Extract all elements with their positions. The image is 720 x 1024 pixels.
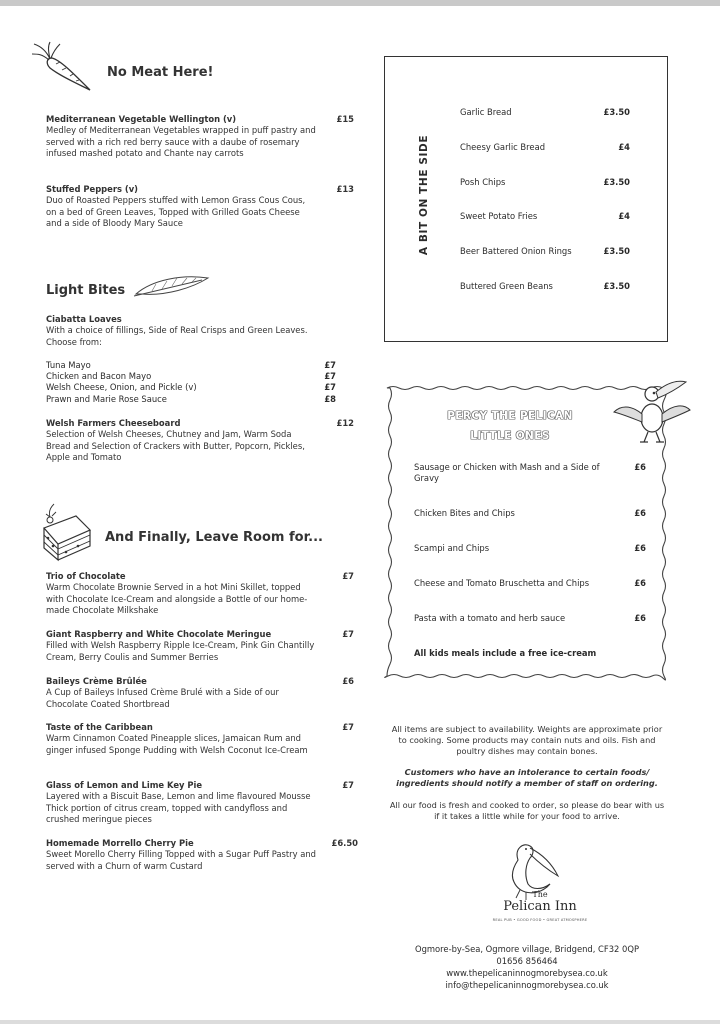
- kids-item-price: £6: [634, 462, 646, 472]
- light-bites-title: Light Bites: [46, 283, 126, 298]
- cake-icon: [36, 502, 96, 562]
- filling-price: £7: [324, 382, 336, 393]
- item-name: Giant Raspberry and White Chocolate Meringue: [46, 629, 272, 639]
- filling-price: £7: [324, 371, 336, 382]
- filling-price: £8: [324, 393, 336, 404]
- list-item: [460, 281, 630, 291]
- desserts-title: And Finally, Leave Room for...: [105, 530, 323, 545]
- side-price: £4: [618, 211, 630, 221]
- ciabatta-fillings: [46, 360, 336, 405]
- list-item: [414, 508, 646, 519]
- sides-title: [412, 130, 436, 260]
- side-name: Buttered Green Beans: [460, 281, 553, 291]
- contact-address: Ogmore-by-Sea, Ogmore village, Bridgend, CF32 0QP: [414, 944, 640, 954]
- contact-web[interactable]: www.thepelicaninnogmorebysea.co.uk: [446, 968, 608, 978]
- item-desc: Medley of Mediterranean Vegetables wrapped in puff pastry and served with a rich red berry sauce with a daube of rosemary infused mashed potato and Chante nay carrots: [46, 125, 316, 159]
- side-price: £3.50: [603, 281, 630, 291]
- contact-phone: 01656 856464: [496, 956, 558, 966]
- item-name: Mediterranean Vegetable Wellington (v): [46, 114, 237, 124]
- list-item: [460, 107, 630, 117]
- menu-item: [46, 676, 354, 710]
- side-name: Cheesy Garlic Bread: [460, 142, 546, 152]
- kids-item-price: £6: [634, 578, 646, 588]
- item-desc: Filled with Welsh Raspberry Ripple Ice-Cream, Pink Gin Chantilly Cream, Berry Coulis and Summer Berries: [46, 640, 315, 662]
- item-desc: Warm Chocolate Brownie Served in a hot Mini Skillet, topped with Chocolate Ice-Cream and alongside a Bottle of our home-made Chocolate Milkshake: [46, 582, 308, 616]
- item-name: Stuffed Peppers (v): [46, 184, 139, 194]
- item-desc: With a choice of fillings, Side of Real Crisps and Green Leaves. Choose from:: [46, 325, 308, 347]
- side-price: £4: [618, 142, 630, 152]
- kids-item-name: Sausage or Chicken with Mash and a Side of Gravy: [414, 462, 600, 484]
- list-item: [46, 382, 336, 393]
- item-name: Trio of Chocolate: [46, 571, 126, 581]
- kids-item-name: Chicken Bites and Chips: [414, 508, 515, 518]
- item-price: £13: [336, 184, 354, 194]
- item-price: £15: [336, 114, 354, 124]
- item-price: £7: [342, 780, 354, 790]
- filling-name: Welsh Cheese, Onion, and Pickle (v): [46, 382, 197, 393]
- top-border: [0, 0, 720, 6]
- item-desc: Sweet Morello Cherry Filling Topped with a Sugar Puff Pastry and served with a Churn of warm Custard: [46, 849, 316, 871]
- bottom-border: [0, 1020, 720, 1024]
- item-name: Welsh Farmers Cheeseboard: [46, 418, 181, 428]
- menu-item: [46, 418, 354, 464]
- item-name: Ciabatta Loaves: [46, 314, 122, 324]
- item-price: £6: [342, 676, 354, 686]
- side-name: Posh Chips: [460, 177, 506, 187]
- list-item: [414, 462, 646, 485]
- filling-name: Prawn and Marie Rose Sauce: [46, 393, 167, 404]
- feather-icon: [132, 272, 212, 300]
- item-desc: Selection of Welsh Cheeses, Chutney and Jam, Warm Soda Bread and Selection of Crackers with Butter, Popcorn, Pickles, Apple and Tomato: [46, 429, 305, 463]
- item-price: £7: [342, 629, 354, 639]
- list-item: [460, 246, 630, 256]
- logo-tagline: REAL PUB • GOOD FOOD • GREAT ATMOSPHERE: [492, 918, 588, 922]
- side-name: Sweet Potato Fries: [460, 211, 538, 221]
- kids-item-name: Pasta with a tomato and herb sauce: [414, 613, 566, 623]
- side-price: £3.50: [603, 246, 630, 256]
- list-item: [460, 142, 630, 152]
- kids-item-price: £6: [634, 613, 646, 623]
- item-name: Taste of the Caribbean: [46, 722, 153, 732]
- pelican-logo-icon: [480, 838, 600, 938]
- item-desc: Duo of Roasted Peppers stuffed with Lemon Grass Cous Cous, on a bed of Green Leaves, Topped with Grilled Goats Cheese and a side of Bloody Mary Sauce: [46, 195, 306, 229]
- item-price: £7: [342, 722, 354, 732]
- item-price: £12: [336, 418, 354, 428]
- menu-item: [46, 838, 358, 872]
- item-price: £6.50: [331, 838, 358, 848]
- filling-price: £7: [324, 360, 336, 370]
- side-price: £3.50: [603, 177, 630, 187]
- menu-item: [46, 629, 354, 663]
- item-desc: Layered with a Biscuit Base, Lemon and lime flavoured Mousse Thick portion of citrus cream, topped with candyfloss and crushed meringue pieces: [46, 791, 311, 825]
- fresh-note: All our food is fresh and cooked to order, so please do bear with us if it takes a little while for your food to arrive.: [389, 800, 665, 821]
- menu-item: [46, 722, 354, 756]
- menu-item: [46, 114, 354, 160]
- kids-item-name: Scampi and Chips: [414, 543, 490, 553]
- item-desc: Warm Cinnamon Coated Pineapple slices, Jamaican Rum and ginger infused Sponge Pudding with Welsh Coconut Ice-Cream: [46, 733, 308, 755]
- list-item: [414, 613, 646, 624]
- list-item: [46, 360, 336, 371]
- logo-the: The: [532, 890, 548, 899]
- no-meat-title: No Meat Here!: [107, 65, 214, 80]
- list-item: [414, 578, 646, 589]
- contact-email[interactable]: info@thepelicaninnogmorebysea.co.uk: [445, 980, 609, 990]
- menu-item: [46, 184, 354, 230]
- logo-name: Pelican Inn: [503, 899, 577, 914]
- carrot-icon: [30, 40, 94, 96]
- item-name: Homemade Morrello Cherry Pie: [46, 838, 194, 848]
- list-item: [460, 211, 630, 221]
- kids-item-name: Cheese and Tomato Bruschetta and Chips: [414, 578, 590, 588]
- kids-item-price: £6: [634, 508, 646, 518]
- item-desc: A Cup of Baileys Infused Crème Brulé with a Side of our Chocolate Coated Shortbread: [46, 687, 279, 709]
- kids-note: All kids meals include a free ice-cream: [414, 648, 597, 658]
- list-item: [46, 371, 336, 382]
- kids-title-line1: PERCY THE PELICAN: [447, 410, 573, 422]
- item-price: £7: [342, 571, 354, 581]
- availability-note: All items are subject to availability. Weights are approximate prior to cooking. Some products may contain nuts and oils. Fish and poultry dishes may contain bones.: [391, 724, 663, 756]
- list-item: [460, 177, 630, 187]
- intolerance-note: Customers who have an intolerance to certain foods/ ingredients should notify a member of staff on ordering.: [396, 767, 658, 788]
- item-name: Baileys Crème Brûlée: [46, 676, 147, 686]
- kids-item-price: £6: [634, 543, 646, 553]
- item-name: Glass of Lemon and Lime Key Pie: [46, 780, 203, 790]
- kids-title-line2: LITTLE ONES: [470, 430, 550, 442]
- list-item: [414, 543, 646, 554]
- menu-item: [46, 314, 346, 348]
- side-name: Beer Battered Onion Rings: [460, 246, 572, 256]
- menu-item: [46, 571, 354, 617]
- side-name: Garlic Bread: [460, 107, 512, 117]
- filling-name: Chicken and Bacon Mayo: [46, 371, 152, 382]
- list-item: [46, 394, 336, 405]
- filling-name: Tuna Mayo: [46, 360, 91, 370]
- side-price: £3.50: [603, 107, 630, 117]
- sides-title-text: A BIT ON THE SIDE: [418, 134, 430, 256]
- pelican-icon: [612, 374, 692, 446]
- menu-item: [46, 780, 354, 826]
